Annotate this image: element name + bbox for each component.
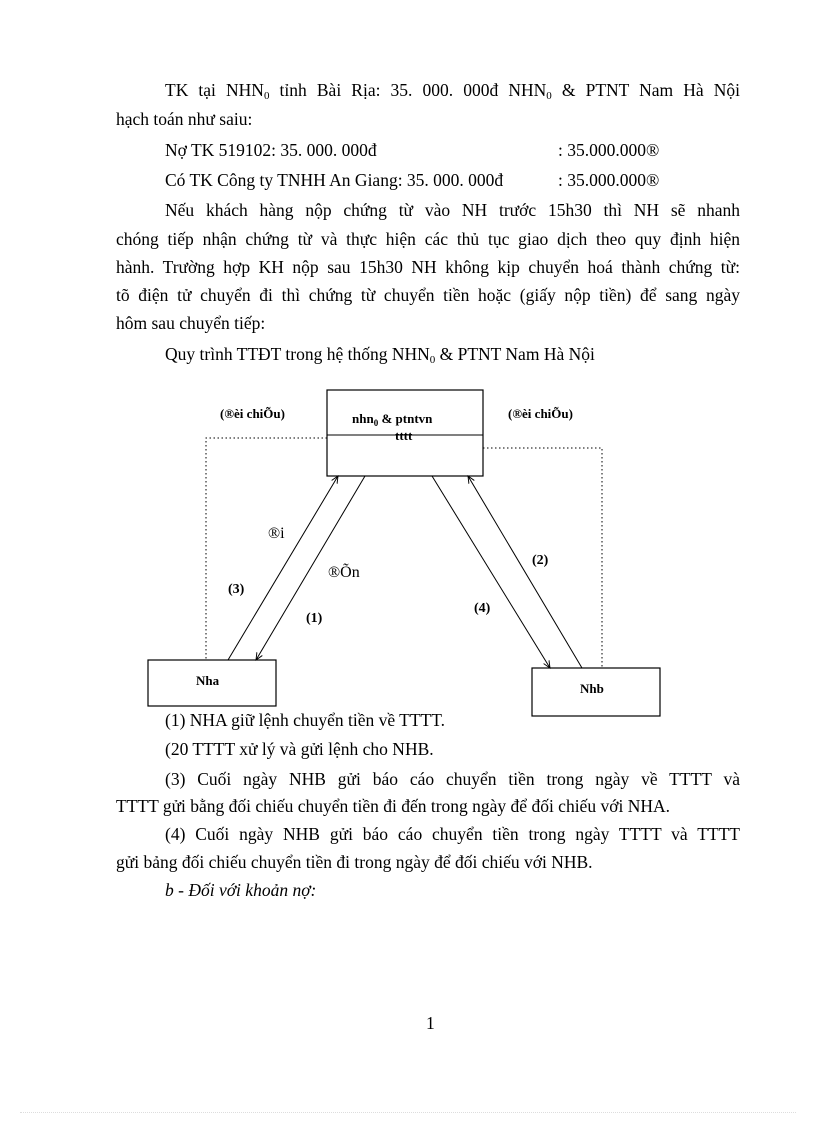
note-3-line2: TTTT gửi bằng đối chiếu chuyển tiền đi đến trong ngày để đối chiếu với NHA.	[116, 796, 670, 816]
label-num-1: (1)	[306, 611, 323, 626]
right-box-label: Nhb	[580, 681, 604, 696]
note-2: (20 TTTT xử lý và gửi lệnh cho NHB.	[165, 739, 434, 759]
label-reconcile-left: (®èi chiÕu)	[220, 406, 285, 421]
text-fragment: Quy trình TTĐT trong hệ thống NHN	[165, 344, 430, 364]
note-1: (1) NHA giữ lệnh chuyển tiền về TTTT.	[165, 710, 446, 730]
note-4-line1: (4) Cuối ngày NHB gửi báo cáo chuyển tiền trong ngày TTTT và TTTT	[165, 824, 740, 844]
center-box-label-line1: nhn$_0$ & ptntvn	[352, 411, 433, 428]
text-fragment: TK tại NHN	[165, 80, 264, 100]
entry-debit-left: Nợ TK 519102: 35. 000. 000đ	[165, 140, 377, 160]
page-number: 1	[426, 1013, 435, 1033]
label-go: ®i	[268, 525, 285, 542]
note-4-line2: gửi bảng đối chiếu chuyển tiền đi trong ngày để đối chiếu với NHB.	[116, 852, 593, 872]
paragraph1-line2: hạch toán như saiu:	[116, 109, 253, 129]
arrow-4-down	[432, 476, 550, 668]
subscript: 0	[429, 354, 436, 366]
paragraph2-line5: hôm sau chuyển tiếp:	[116, 313, 266, 333]
paragraph2-line3: hành. Trường hợp KH nộp sau 15h30 NH không kịp chuyển hoá thành chứng từ:	[116, 257, 740, 277]
entry-credit-right: : 35.000.000®	[558, 170, 660, 190]
label-reconcile-right: (®èi chiÕu)	[508, 406, 573, 421]
note-3-line1: (3) Cuối ngày NHB gửi báo cáo chuyển tiền trong ngày về TTTT và	[165, 769, 740, 789]
label-num-3: (3)	[228, 582, 245, 597]
paragraph2-line4: tõ điện tử chuyển đi thì chứng từ chuyển tiền hoặc (giấy nộp tiền) để sang ngày	[116, 285, 740, 305]
entry-debit-right: : 35.000.000®	[558, 140, 660, 160]
entry-credit-left: Có TK Công ty TNHH An Giang: 35. 000. 000đ	[165, 170, 504, 190]
subheading: b - Đối với khoản nợ:	[165, 880, 317, 900]
text-fragment: & PTNT Nam Hà Nội	[435, 344, 595, 364]
paragraph2-line1: Nếu khách hàng nộp chứng từ vào NH trước 15h30 thì NH sẽ nhanh	[165, 200, 740, 220]
label-num-4: (4)	[474, 601, 491, 616]
label-num-2: (2)	[532, 553, 549, 568]
paragraph2-line2: chóng tiếp nhận chứng từ và thực hiện các thủ tục giao dịch theo quy định hiện	[116, 229, 740, 249]
left-box-label: Nha	[196, 673, 220, 688]
subscript: 0	[263, 90, 270, 102]
footer-divider	[20, 1112, 796, 1113]
text-fragment: tỉnh Bài Rịa: 35. 000. 000đ NHN	[269, 80, 547, 100]
dotted-line-left	[206, 438, 327, 660]
arrow-2-up	[468, 476, 582, 668]
label-arrive: ®Õn	[328, 564, 360, 581]
arrow-3-up	[228, 476, 338, 660]
text-fragment: & PTNT Nam Hà Nội	[551, 80, 741, 100]
center-box-label-line2: tttt	[395, 428, 413, 443]
subscript: 0	[546, 90, 552, 102]
